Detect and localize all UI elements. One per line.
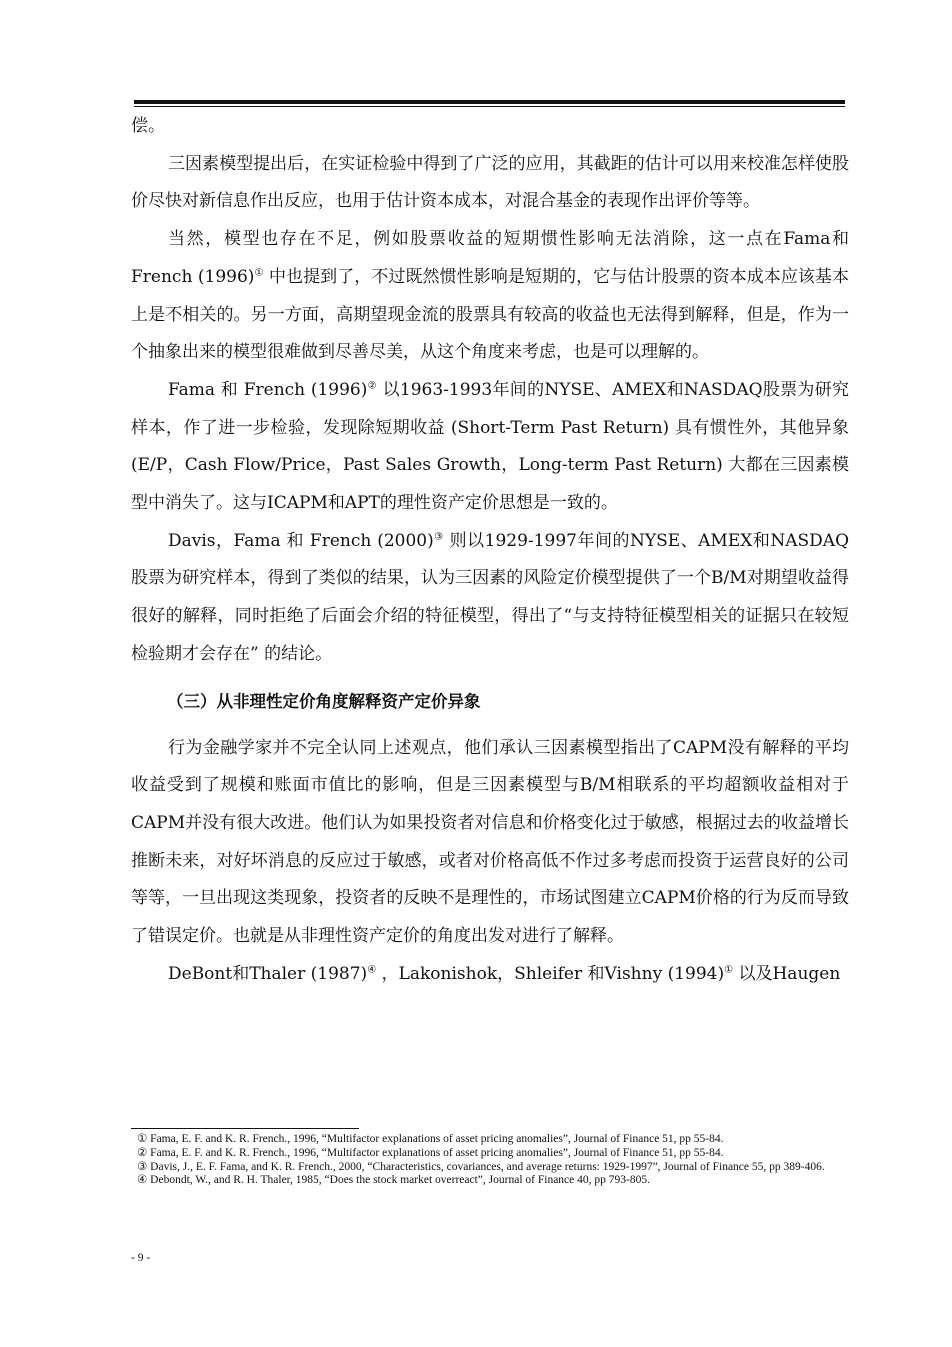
paragraph-text: 偿。 bbox=[131, 116, 165, 136]
paragraph bbox=[131, 372, 849, 523]
footnote-1: ① Fama, E. F. and K. R. French., 1996, “Multifactor explanations of asset pricing anomalies”, Journal of Finance 51, pp 55-84. bbox=[137, 1133, 724, 1145]
paragraph bbox=[131, 523, 849, 674]
paragraph bbox=[131, 108, 849, 146]
footnote-rule bbox=[131, 1128, 359, 1129]
paragraph-text: DeBont和Thaler (1987) bbox=[168, 963, 368, 984]
footnote-4: ④ Debondt, W., and R. H. Thaler, 1985, “Does the stock market overreact”, Journal of Finance 40, pp 793-805. bbox=[137, 1174, 650, 1187]
paragraph-group-2 bbox=[131, 730, 849, 994]
footnote-marker: ④ bbox=[367, 964, 377, 976]
paragraph bbox=[131, 146, 849, 221]
page-number: - 9 - bbox=[131, 1252, 151, 1264]
paragraph-text: 以及Haugen bbox=[733, 963, 841, 984]
paragraph-group-1 bbox=[131, 108, 849, 674]
paragraph-text: 三因素模型提出后，在实证检验中得到了广泛的应用，其截距的估计可以用来校准怎样使股价尽快对新信息作出反应，也用于估计资本成本，对混合基金的表现作出评价等等。 bbox=[131, 153, 849, 212]
footnotes bbox=[131, 1133, 847, 1188]
paragraph bbox=[131, 730, 849, 956]
footnote-2: ② Fama, E. F. and K. R. French., 1996, “Multifactor explanations of asset pricing anomalies”, Journal of Finance 51, pp 55-84. bbox=[137, 1146, 724, 1159]
document-body bbox=[131, 108, 849, 993]
footnote-3: ③ Davis, J., E. F. Fama, and K. R. French., 2000, “Characteristics, covariances, and average returns: 1929-1997”, Journal of Finance 55, pp 389-406. bbox=[137, 1160, 825, 1173]
footnote-marker: ① bbox=[254, 267, 264, 279]
paragraph-text: 以1963-1993年间的NYSE、AMEX和NASDAQ股票为研究样本，作了进一步检验，发现除短期收益 (Short-Term Past Return) 具有惯性外，其他异象 (E/P，Cash Flow/Price，Past Sales Growth，Long-term Past Return) 大都在三因素模型中消失了。这与ICAPM和APT的理性资产定价思想是一致的。 bbox=[131, 379, 849, 514]
section-heading: （三）从非理性定价角度解释资产定价异象 bbox=[167, 691, 481, 711]
footnote-marker: ① bbox=[724, 964, 734, 976]
paragraph-text: ，Lakonishok，Shleifer 和Vishny (1994) bbox=[376, 963, 725, 984]
header-rule-thick bbox=[134, 100, 845, 104]
paragraph-text: 行为金融学家并不完全认同上述观点，他们承认三因素模型指出了CAPM没有解释的平均收益受到了规模和账面市值比的影响，但是三因素模型与B/M相联系的平均超额收益相对于CAPM并没有很大改进。他们认为如果投资者对信息和价格变化过于敏感，根据过去的收益增长推断未来，对好坏消息的反应过于敏感，或者对价格高低不作过多考虑而投资于运营良好的公司等等，一旦出现这类现象，投资者的反映不是理性的，市场试图建立CAPM价格的行为反而导致了错误定价。也就是从非理性资产定价的角度出发对进行了解释。 bbox=[131, 737, 849, 947]
paragraph-text: 当然，模型也存在不足，例如股票收益的短期惯性影响无法消除，这一点在Fama和 French (1996) bbox=[131, 229, 849, 287]
paragraph bbox=[131, 221, 849, 372]
footnote-marker: ③ bbox=[433, 531, 444, 543]
paragraph-text: Davis，Fama 和 French (2000) bbox=[168, 530, 434, 551]
paragraph-text: 中也提到了，不过既然惯性影响是短期的，它与估计股票的资本成本应该基本上是不相关的。另一方面，高期望现金流的股票具有较高的收益也无法得到解释，但是，作为一个抽象出来的模型很难做到尽善尽美，从这个角度来考虑，也是可以理解的。 bbox=[131, 266, 849, 363]
paragraph bbox=[131, 956, 849, 994]
paragraph-text: 则以1929-1997年间的NYSE、AMEX和NASDAQ股票为研究样本，得到了类似的结果，认为三因素的风险定价模型提供了一个B/M对期望收益得很好的解释，同时拒绝了后面会介绍的特征模型，得出了“与支持特征模型相关的证据只在较短检验期才会存在” 的结论。 bbox=[131, 530, 850, 664]
paragraph-text: Fama 和 French (1996) bbox=[168, 379, 368, 400]
footnote-marker: ② bbox=[367, 380, 377, 392]
header-rule-thin bbox=[134, 106, 845, 107]
